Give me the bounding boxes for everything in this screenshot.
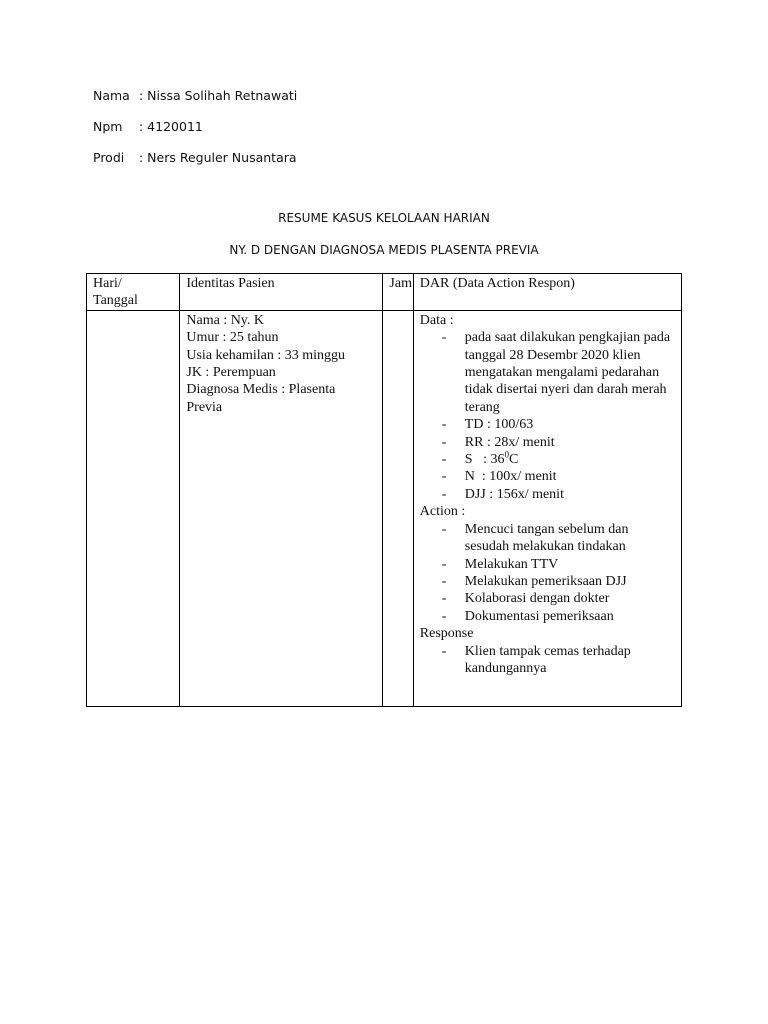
header-jam: Jam [383,274,413,311]
cell-jam [383,310,413,706]
identitas-usia-kehamilan: Usia kehamilan : 33 minggu [186,347,346,363]
identitas-umur: Umur : 25 tahun [186,330,279,346]
list-item: - Dokumentasi pemeriksaan [420,608,676,625]
data-list [420,329,676,503]
action-label: Action : [419,504,466,520]
data-label: Data : [419,312,454,328]
header-hari-tanggal [87,274,180,311]
response-label: Response [419,626,474,642]
npm-value: : 4120011 [139,119,203,134]
list-item: - RR : 28x/ menit [420,434,676,451]
list-item: - Klien tampak cemas terhadap kandungannya [420,643,676,678]
list-item: - N : 100x/ menit [420,468,676,485]
suhu-prefix: S : 36 [464,452,505,468]
identitas-diagnosa: Diagnosa Medis : Plasenta Previa [186,382,336,415]
list-item: - Mencuci tangan sebelum dan sesudah melakukan tindakan [420,521,676,556]
npm-label: Npm [93,119,123,134]
document-title: RESUME KASUS KELOLAAN HARIAN [278,211,490,225]
cell-identitas [180,310,383,706]
list-item [420,451,676,468]
table-row [87,310,682,706]
list-item: - Melakukan TTV [420,556,676,573]
table-header-row [87,274,682,311]
dar-table [86,273,682,707]
header-hari: Hari/ [93,276,122,291]
list-item: - Kolaborasi dengan dokter [420,590,676,607]
cell-hari-tanggal [87,310,180,706]
cell-dar [413,310,681,706]
list-item: - Melakukan pemeriksaan DJJ [420,573,676,590]
suhu-superscript: 0 [504,449,509,460]
identitas-jk: JK : Perempuan [186,365,276,381]
nama-value: : Nissa Solihah Retnawati [139,88,298,103]
nama-label: Nama [93,88,130,103]
identitas-nama: Nama : Ny. K [186,312,265,328]
header-dar: DAR (Data Action Respon) [413,274,681,311]
response-list [420,643,676,678]
list-item: - DJJ : 156x/ menit [420,486,676,503]
list-item: - TD : 100/63 [420,416,676,433]
header-identitas: Identitas Pasien [180,274,383,311]
prodi-label: Prodi [93,150,125,165]
list-item: - pada saat dilakukan pengkajian pada tanggal 28 Desembr 2020 klien mengatakan mengalami pedarahan tidak disertai nyeri dan darah merah terang [420,329,676,416]
document-subtitle: NY. D DENGAN DIAGNOSA MEDIS PLASENTA PREVIA [229,243,539,257]
action-list [420,521,676,625]
suhu-suffix: C [508,452,519,468]
header-tanggal: Tanggal [93,293,138,309]
prodi-value: : Ners Reguler Nusantara [139,150,297,165]
